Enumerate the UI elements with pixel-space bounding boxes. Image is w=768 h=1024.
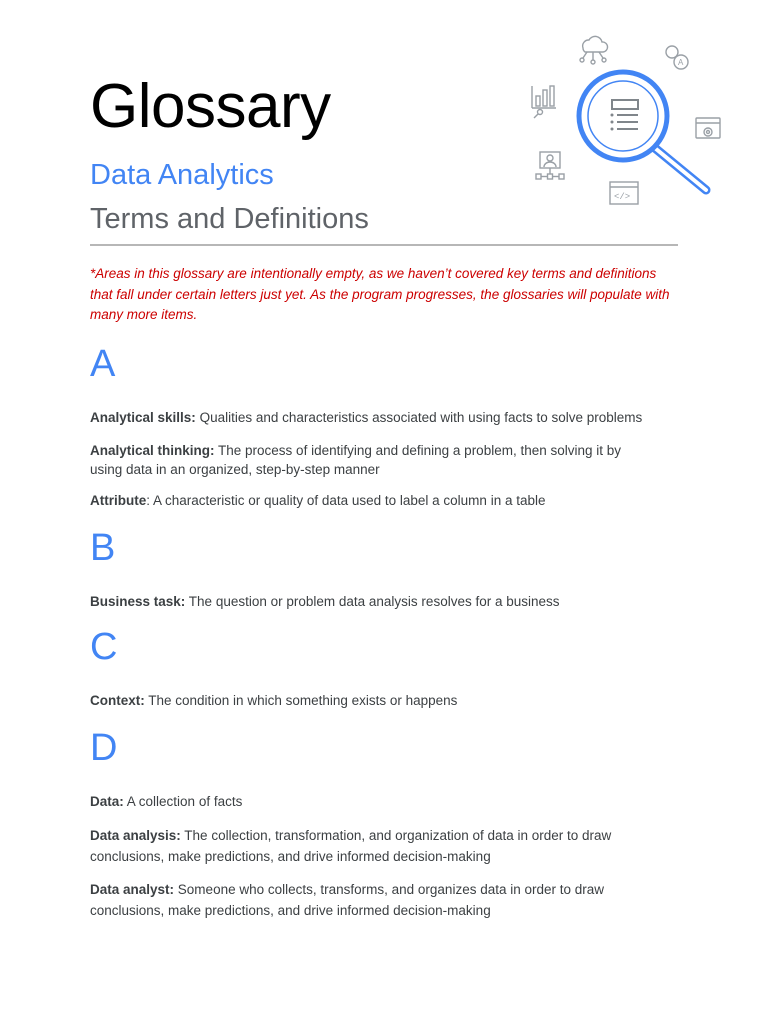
entry-definition: The question or problem data analysis resolves for a business xyxy=(185,594,560,609)
header-illustration xyxy=(510,26,740,216)
section-letter: B xyxy=(90,527,116,569)
svg-text:</>: </> xyxy=(614,192,631,202)
entry-definition: A collection of facts xyxy=(123,794,243,809)
entry-term: Data analysis: xyxy=(90,828,181,843)
entry-term: Data: xyxy=(90,794,124,809)
user-network-icon xyxy=(536,152,564,179)
glossary-entry xyxy=(90,691,690,710)
document-subtitle: Terms and Definitions xyxy=(90,203,369,235)
entry-definition: The condition in which something exists or happens xyxy=(144,693,458,708)
title-divider xyxy=(90,244,678,246)
course-subtitle: Data Analytics xyxy=(90,159,274,191)
entry-term: Business task: xyxy=(90,594,186,609)
code-window-icon xyxy=(610,182,638,204)
entry-term: Analytical skills: xyxy=(90,410,196,425)
magnifying-glass-icon xyxy=(579,72,706,190)
entry-term: Data analyst: xyxy=(90,882,175,897)
glossary-entry xyxy=(90,408,690,427)
entry-definition: The collection, transformation, and organization of data in order to draw conclusions, make predictions, and drive informed decision-making xyxy=(90,828,612,864)
section-a xyxy=(90,345,690,510)
section-b xyxy=(90,529,690,611)
qa-chat-icon xyxy=(666,46,688,69)
section-letter: C xyxy=(90,626,118,668)
glossary-entry xyxy=(90,441,650,479)
entry-term: Attribute xyxy=(90,493,147,508)
glossary-note: *Areas in this glossary are intentionally empty, as we haven’t covered key terms and definitions that fall under certain letters just yet. As the program progresses, the glossaries will populate with many more items. xyxy=(90,266,670,322)
page-title: Glossary xyxy=(90,72,331,141)
glossary-entry xyxy=(90,825,650,867)
glossary-entry xyxy=(90,592,690,611)
section-letter: D xyxy=(90,727,118,769)
glossary-entry xyxy=(90,491,690,510)
entry-definition: The process of identifying and defining a problem, then solving it by using data in an organized, step-by-step manner xyxy=(90,443,622,477)
entry-definition: Qualities and characteristics associated with using facts to solve problems xyxy=(195,410,643,425)
settings-window-icon xyxy=(696,118,720,138)
entry-definition: Someone who collects, transforms, and organizes data in order to draw conclusions, make predictions, and drive informed decision-making xyxy=(90,882,605,918)
section-letter: A xyxy=(90,343,116,385)
entry-term: Analytical thinking: xyxy=(90,443,215,458)
glossary-entry xyxy=(90,792,690,811)
cloud-network-icon xyxy=(580,36,608,64)
chart-icon xyxy=(532,86,556,118)
section-c xyxy=(90,628,690,710)
entry-definition: : A characteristic or quality of data used to label a column in a table xyxy=(146,493,546,508)
entry-term: Context: xyxy=(90,693,145,708)
glossary-entry xyxy=(90,879,650,921)
section-d xyxy=(90,729,690,921)
svg-text:A: A xyxy=(678,58,684,67)
